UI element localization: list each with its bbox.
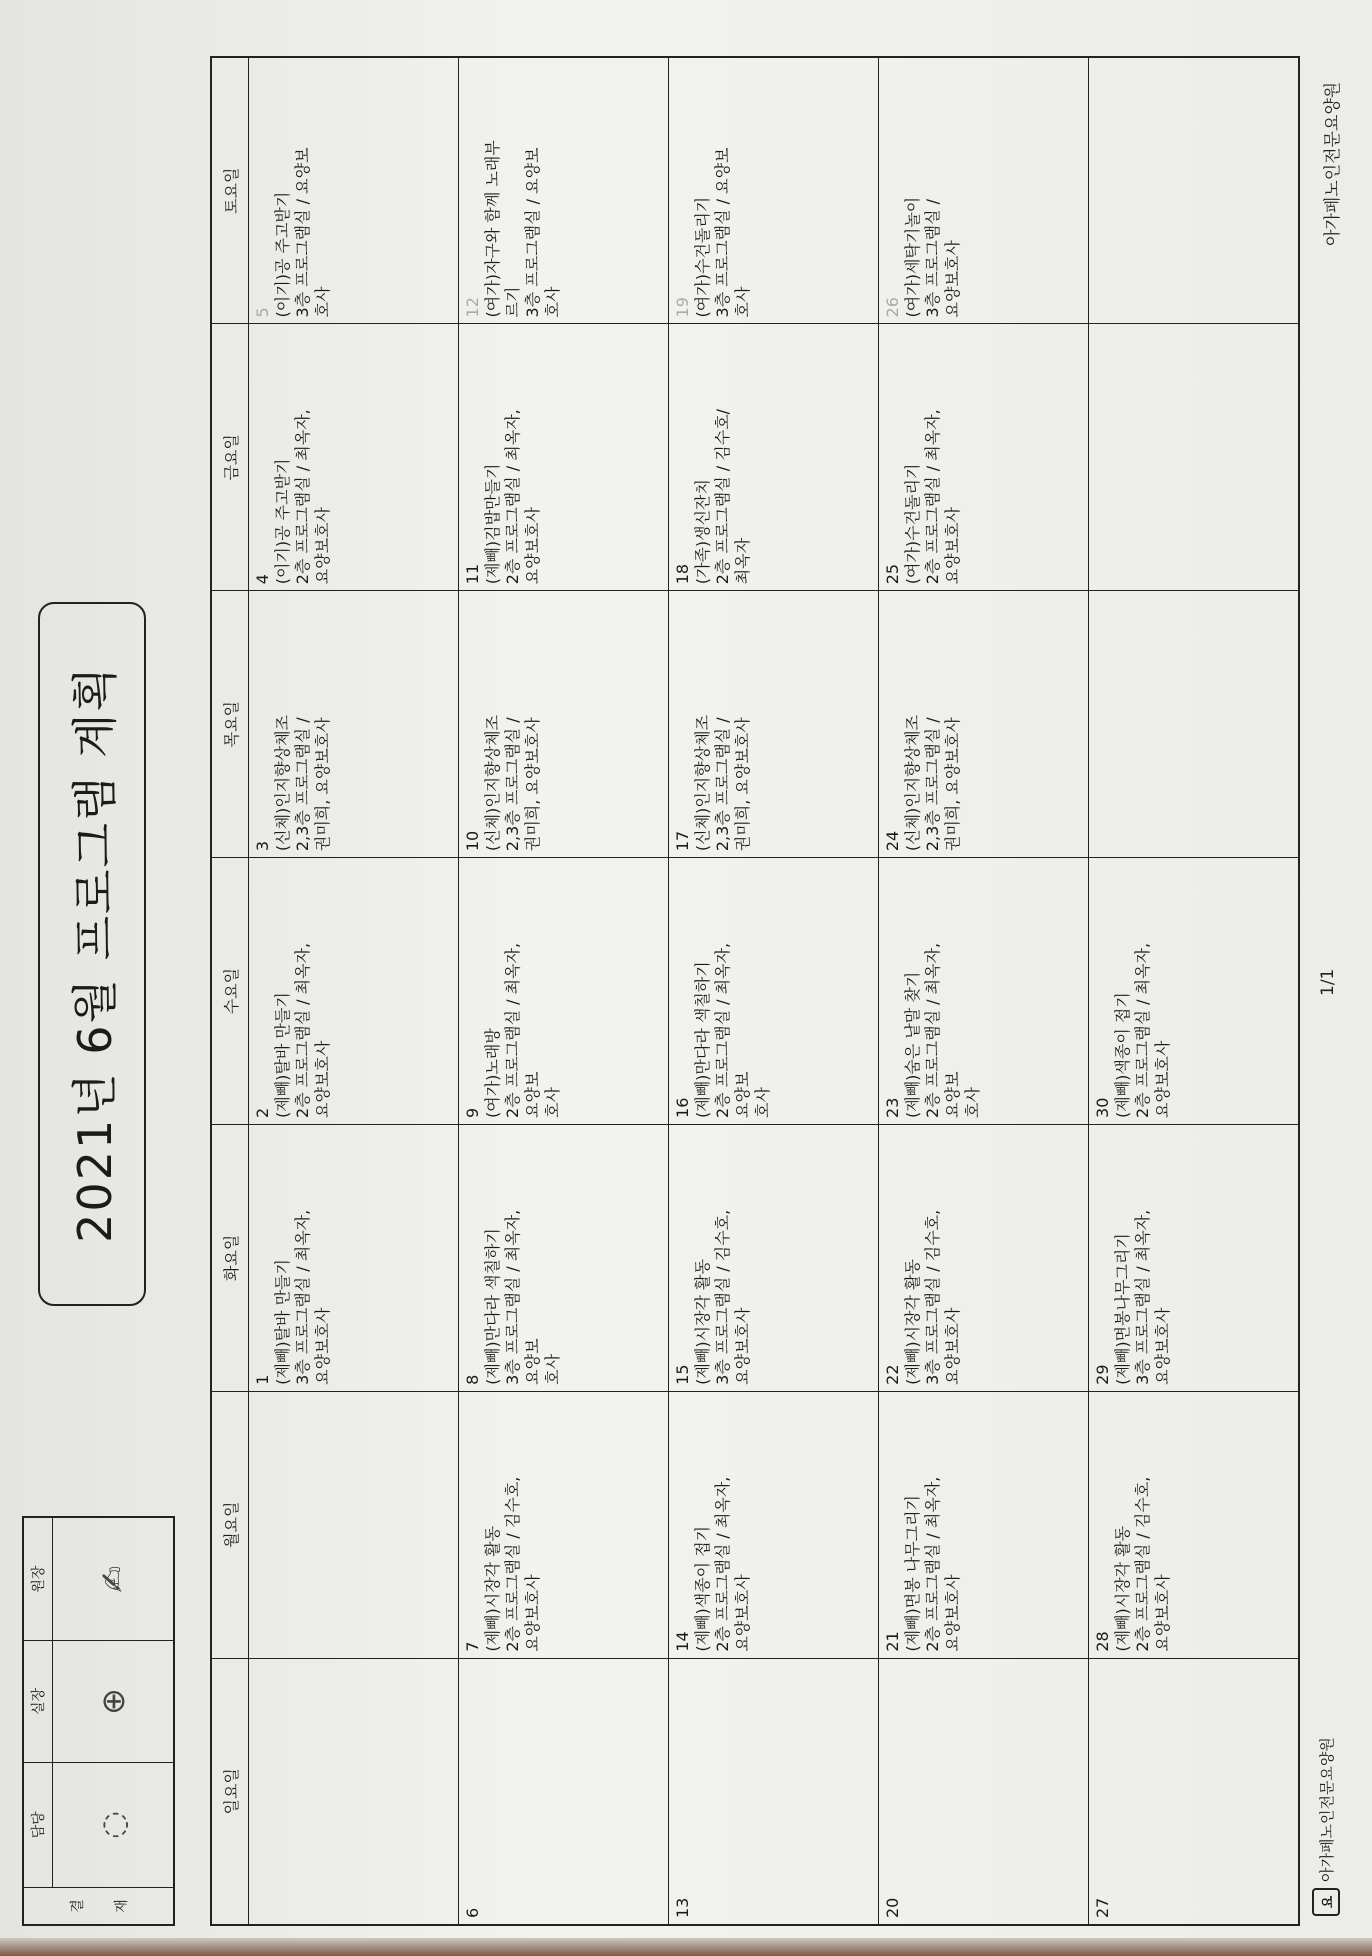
day-event: (제빼)탈바 만들기 2층 프로그램실 / 최옥자, 요양보호사 <box>273 942 332 1118</box>
calendar-day-cell <box>458 858 668 1125</box>
calendar-day-cell <box>878 1658 1088 1925</box>
calendar-day-cell <box>458 57 668 324</box>
day-event: (제빼)시장각 활동 2층 프로그램실 / 김수호, 요양보호사 <box>1112 1476 1172 1652</box>
day-event: (제빼)시장각 활동 2층 프로그램실 / 김수호, 요양보호사 <box>482 1476 542 1652</box>
calendar-day-cell <box>878 57 1088 324</box>
day-event: (여가)수건돌리기 2층 프로그램실 / 최옥자, 요양보호사 <box>902 409 962 585</box>
calendar-day-cell <box>1088 1124 1299 1391</box>
weekday-sunday: 일요일 <box>211 1658 249 1925</box>
title-box <box>38 602 146 1306</box>
day-event: (제빼)시장각 활동 3층 프로그램실 / 김수호, 요양보호사 <box>692 1209 752 1385</box>
calendar-day-cell <box>668 591 878 858</box>
day-number: 19 <box>672 297 692 318</box>
day-event: (이기)공 주고받기 3층 프로그램실 / 요양보 호사 <box>273 147 332 318</box>
day-event: (제빼)색종이 접기 2층 프로그램실 / 최옥자, 요양보호사 <box>692 1476 752 1652</box>
calendar-day-cell <box>1088 858 1299 1125</box>
day-number: 2 <box>253 1107 272 1118</box>
day-number: 14 <box>672 1631 692 1652</box>
day-number: 8 <box>462 1374 482 1385</box>
page-number: 1/1 <box>1318 968 1338 996</box>
calendar-day-cell <box>878 324 1088 591</box>
calendar-day-cell <box>458 324 668 591</box>
day-number: 1 <box>253 1374 272 1385</box>
calendar-day-cell <box>249 1658 459 1925</box>
calendar-day-cell <box>458 591 668 858</box>
day-number: 26 <box>882 297 902 318</box>
weekday-friday: 금요일 <box>211 324 249 591</box>
day-number: 16 <box>672 1097 692 1118</box>
day-event: (여가)노래방 2층 프로그램실 / 최옥자, 요양보 호사 <box>482 942 562 1118</box>
day-number: 5 <box>253 307 272 318</box>
day-event: (제빼)탈바 만들기 3층 프로그램실 / 최옥자, 요양보호사 <box>273 1209 332 1385</box>
approval-header-director: 원장 <box>23 1517 53 1641</box>
day-number: 25 <box>882 563 902 585</box>
approval-header-staff: 담당 <box>23 1762 53 1887</box>
day-number: 22 <box>882 1364 902 1385</box>
day-event: (신체)인지향상체조 2,3층 프로그램실 / 권미희, 요양보호사 <box>902 714 962 852</box>
calendar-day-cell <box>249 858 459 1125</box>
manager-signature: ⊕ <box>53 1641 175 1763</box>
day-number: 21 <box>882 1631 902 1652</box>
weekday-header-row <box>211 57 249 1925</box>
day-event: (신체)인지향상체조 2,3층 프로그램실 / 권미희, 요양보호사 <box>692 714 752 852</box>
calendar-day-cell <box>1088 591 1299 858</box>
day-event: (여가)세탁기놀이 3층 프로그램실 / 요양보호사 <box>902 196 962 318</box>
day-event: (가족)생신잔치 2층 프로그램실 / 김수호/ 최옥자 <box>692 408 752 585</box>
day-number: 27 <box>1092 1897 1112 1918</box>
calendar-week-2 <box>458 57 668 1925</box>
approval-side-label: 결 재 <box>23 1888 174 1926</box>
approval-box <box>22 1516 175 1926</box>
day-number: 20 <box>882 1897 902 1918</box>
weekday-monday: 월요일 <box>211 1391 249 1658</box>
day-number: 24 <box>882 830 902 852</box>
day-number: 12 <box>462 297 482 318</box>
day-number: 18 <box>672 563 692 585</box>
day-event: (제빼)김밥만들기 2층 프로그램실 / 최옥자, 요양보호사 <box>482 409 542 585</box>
staff-signature: ◌ <box>53 1762 175 1887</box>
approval-header-manager: 실장 <box>23 1641 53 1763</box>
day-number: 10 <box>462 830 482 852</box>
day-number: 30 <box>1092 1097 1112 1118</box>
calendar-day-cell <box>249 1391 459 1658</box>
day-number: 13 <box>672 1897 692 1918</box>
weekday-thursday: 목요일 <box>211 591 249 858</box>
calendar-day-cell <box>249 1124 459 1391</box>
day-event: (신체)인지향상체조 2,3층 프로그램실 / 권미희, 요양보호사 <box>482 714 542 852</box>
calendar-day-cell <box>878 1391 1088 1658</box>
calendar-day-cell <box>878 1124 1088 1391</box>
day-event: (제빼)면봉 나무그리기 2층 프로그램실 / 최옥자, 요양보호사 <box>902 1476 962 1652</box>
calendar-day-cell <box>668 57 878 324</box>
weekday-wednesday: 수요일 <box>211 858 249 1125</box>
weekday-saturday: 토요일 <box>211 57 249 324</box>
day-event: (제빼)만다라 색칠하기 2층 프로그램실 / 최옥자, 요양보 호사 <box>692 942 772 1118</box>
calendar-day-cell <box>668 858 878 1125</box>
footer-facility-name: 아가페노인전문요양원 <box>1323 81 1343 246</box>
day-number: 4 <box>253 574 272 585</box>
calendar-day-cell <box>249 591 459 858</box>
calendar-day-cell <box>668 324 878 591</box>
calendar-week-3 <box>668 57 878 1925</box>
calendar-day-cell <box>458 1658 668 1925</box>
calendar-day-cell <box>668 1658 878 1925</box>
day-number: 29 <box>1092 1364 1112 1385</box>
day-event: (제빼)만다라 색칠하기 3층 프로그램실 / 최옥자, 요양보 호사 <box>482 1209 562 1385</box>
calendar-day-cell <box>458 1124 668 1391</box>
calendar-day-cell <box>1088 1391 1299 1658</box>
calendar-day-cell <box>1088 1658 1299 1925</box>
calendar-day-cell <box>668 1124 878 1391</box>
calendar-day-cell <box>668 1391 878 1658</box>
calendar-day-cell <box>458 1391 668 1658</box>
monthly-calendar <box>210 56 1300 1926</box>
calendar-day-cell <box>878 858 1088 1125</box>
day-event: (제빼)숨은 낱말 찾기 2층 프로그램실 / 최옥자, 요양보 호사 <box>902 942 982 1118</box>
day-number: 15 <box>672 1364 692 1385</box>
calendar-day-cell <box>249 57 459 324</box>
calendar-day-cell <box>1088 324 1299 591</box>
day-number: 7 <box>462 1641 482 1652</box>
day-event: (제빼)면봉나무그리기 3층 프로그램실 / 최옥자, 요양보호사 <box>1112 1209 1172 1385</box>
day-event: (제빼)색종이 접기 2층 프로그램실 / 최옥자, 요양보호사 <box>1112 942 1172 1118</box>
day-number: 23 <box>882 1097 902 1118</box>
day-event: (이기)공 주고받기 2층 프로그램실 / 최옥자, 요양보호사 <box>273 409 332 585</box>
day-event: (제빼)시장각 활동 3층 프로그램실 / 김수호, 요양보호사 <box>902 1209 962 1385</box>
calendar-week-1 <box>249 57 459 1925</box>
weekday-tuesday: 화요일 <box>211 1124 249 1391</box>
calendar-week-5 <box>1088 57 1299 1925</box>
calendar-week-4 <box>878 57 1088 1925</box>
day-number: 17 <box>672 830 692 852</box>
organization-mark <box>1312 1737 1340 1916</box>
page-title: 2021년 6월 프로그램 계획 <box>68 665 122 1243</box>
day-number: 11 <box>462 563 482 585</box>
calendar-day-cell <box>1088 57 1299 324</box>
day-number: 3 <box>253 840 272 852</box>
day-number: 6 <box>462 1907 482 1918</box>
organization-name: 아가페노인전문요양원 <box>1317 1737 1336 1882</box>
day-number: 9 <box>462 1107 482 1118</box>
organization-logo-icon: 요 <box>1312 1888 1340 1916</box>
calendar-day-cell <box>878 591 1088 858</box>
day-event: (여가)자구와 함께 노래부 르기 3층 프로그램실 / 요양보 호사 <box>482 140 562 318</box>
day-number: 28 <box>1092 1631 1112 1652</box>
day-event: (여가)수건돌리기 3층 프로그램실 / 요양보 호사 <box>692 147 752 318</box>
day-event: (신체)인지향상체조 2,3층 프로그램실 / 권미희, 요양보호사 <box>273 714 332 852</box>
director-signature: ✍ <box>53 1517 175 1641</box>
calendar-day-cell <box>249 324 459 591</box>
